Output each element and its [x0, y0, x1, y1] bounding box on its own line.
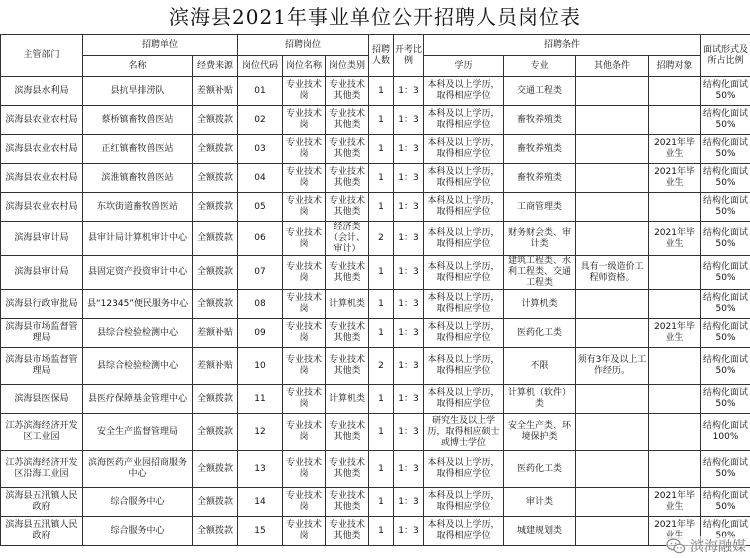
table-row: [1, 385, 750, 414]
unit-name-cell: 综合服务中心: [83, 488, 193, 517]
post-name-cell: 专业技术岗: [283, 222, 326, 256]
dept-cell: 滨海县行政审批局: [1, 290, 83, 319]
dept-cell: 江苏滨海经济开发区沿海工业园: [1, 451, 83, 488]
post-type-cell: 专业技术其他类: [326, 414, 369, 451]
post-type-cell: 专业技术其他类: [326, 256, 369, 290]
post-name-cell: 专业技术岗: [283, 414, 326, 451]
post-code-cell: 11: [238, 385, 283, 414]
other-cell: 须有3年及以上工作经历。: [576, 348, 649, 385]
ratio-cell: 1：3: [394, 222, 424, 256]
header-post-name: 岗位名称: [283, 56, 326, 77]
post-type-cell: 专业技术其他类: [326, 164, 369, 193]
header-dept: 主管部门: [1, 35, 83, 77]
exam-cell: 结构化面试50%: [701, 319, 750, 348]
exam-cell: 结构化面试50%: [701, 256, 750, 290]
major-cell: 医药化工类: [504, 451, 576, 488]
post-code-cell: 15: [238, 517, 283, 546]
edu-cell: 本科及以上学历，取得相应学位: [424, 319, 504, 348]
num-cell: 1: [369, 164, 394, 193]
header-num: 招聘人数: [369, 35, 394, 77]
post-code-cell: 13: [238, 451, 283, 488]
header-post-code: 岗位代码: [238, 56, 283, 77]
target-cell: [649, 256, 701, 290]
other-cell: [576, 193, 649, 222]
exam-cell: 结构化面试50%: [701, 222, 750, 256]
exam-cell: 结构化面试50%: [701, 290, 750, 319]
ratio-cell: 1：3: [394, 348, 424, 385]
post-name-cell: 专业技术岗: [283, 290, 326, 319]
post-type-cell: 计算机类: [326, 385, 369, 414]
funding-cell: 全额拨款: [193, 164, 238, 193]
unit-name-cell: 县审计局计算机审计中心: [83, 222, 193, 256]
other-cell: [576, 488, 649, 517]
funding-cell: 全额拨款: [193, 414, 238, 451]
unit-name-cell: 滨淮镇畜牧兽医站: [83, 164, 193, 193]
header-other: 其他条件: [576, 56, 649, 77]
page-title: 滨海县2021年事业单位公开招聘人员岗位表: [169, 5, 581, 29]
other-cell: [576, 164, 649, 193]
other-cell: [576, 290, 649, 319]
dept-cell: 滨海县水利局: [1, 77, 83, 106]
other-cell: [576, 319, 649, 348]
major-cell: 建筑工程类、水利工程类、交通工程类: [504, 256, 576, 290]
post-code-cell: 14: [238, 488, 283, 517]
other-cell: [576, 222, 649, 256]
funding-cell: 全额拨款: [193, 222, 238, 256]
header-edu: 学历: [424, 56, 504, 77]
post-name-cell: 专业技术岗: [283, 348, 326, 385]
post-name-cell: 专业技术岗: [283, 488, 326, 517]
table-row: [1, 348, 750, 385]
table-row: [1, 256, 750, 290]
watermark-text: 滨海融媒: [690, 539, 746, 555]
exam-cell: 结构化面试100%: [701, 414, 750, 451]
edu-cell: 本科及以上学历，取得相应学位: [424, 290, 504, 319]
num-cell: 1: [369, 290, 394, 319]
num-cell: 1: [369, 193, 394, 222]
num-cell: 2: [369, 348, 394, 385]
major-cell: 畜牧养殖类: [504, 135, 576, 164]
target-cell: [649, 77, 701, 106]
ratio-cell: 1：3: [394, 451, 424, 488]
dept-cell: 滨海县五汛镇人民政府: [1, 517, 83, 546]
post-name-cell: 专业技术岗: [283, 77, 326, 106]
post-type-cell: 专业技术其他类: [326, 135, 369, 164]
other-cell: 具有一级造价工程师资格。: [576, 256, 649, 290]
funding-cell: 差额补贴: [193, 77, 238, 106]
funding-cell: 全额拨款: [193, 290, 238, 319]
major-cell: 财务财会类、审计类: [504, 222, 576, 256]
table-row: [1, 290, 750, 319]
edu-cell: 本科及以上学历，取得相应学位: [424, 106, 504, 135]
exam-cell: 结构化面试50%: [701, 77, 750, 106]
exam-cell: 结构化面试50%: [701, 193, 750, 222]
post-type-cell: 专业技术其他类: [326, 106, 369, 135]
ratio-cell: 1：3: [394, 193, 424, 222]
funding-cell: 全额拨款: [193, 106, 238, 135]
post-code-cell: 03: [238, 135, 283, 164]
major-cell: 不限: [504, 348, 576, 385]
num-cell: 1: [369, 385, 394, 414]
funding-cell: 全额拨款: [193, 135, 238, 164]
ratio-cell: 1：3: [394, 290, 424, 319]
unit-name-cell: 正红镇畜牧兽医站: [83, 135, 193, 164]
unit-name-cell: 县“12345”便民服务中心: [83, 290, 193, 319]
table-row: [1, 319, 750, 348]
major-cell: 工商管理类: [504, 193, 576, 222]
dept-cell: 滨海县审计局: [1, 222, 83, 256]
post-type-cell: 经济类（会计、审计）: [326, 222, 369, 256]
table-row: [1, 222, 750, 256]
ratio-cell: 1：3: [394, 164, 424, 193]
num-cell: 1: [369, 256, 394, 290]
edu-cell: 本科及以上学历，取得相应学位: [424, 385, 504, 414]
post-code-cell: 09: [238, 319, 283, 348]
other-cell: [576, 451, 649, 488]
funding-cell: 全额拨款: [193, 256, 238, 290]
post-type-cell: 专业技术其他类: [326, 488, 369, 517]
post-code-cell: 02: [238, 106, 283, 135]
table-row: [1, 164, 750, 193]
dept-cell: 滨海县审计局: [1, 256, 83, 290]
dept-cell: 滨海县农业农村局: [1, 193, 83, 222]
ratio-cell: 1：3: [394, 488, 424, 517]
edu-cell: 本科及以上学历，取得相应学位: [424, 193, 504, 222]
header-unit-funding: 经费来源: [193, 56, 238, 77]
post-type-cell: 专业技术其他类: [326, 517, 369, 546]
funding-cell: 全额拨款: [193, 517, 238, 546]
num-cell: 1: [369, 319, 394, 348]
ratio-cell: 1：3: [394, 256, 424, 290]
unit-name-cell: 县综合检验检测中心: [83, 319, 193, 348]
table-row: [1, 488, 750, 517]
dept-cell: 滨海县市场监督管理局: [1, 319, 83, 348]
num-cell: 1: [369, 488, 394, 517]
edu-cell: 研究生及以上学历，取得相应硕士或博士学位: [424, 414, 504, 451]
post-name-cell: 专业技术岗: [283, 164, 326, 193]
watermark: [666, 536, 746, 556]
exam-cell: 结构化面试50%: [701, 135, 750, 164]
ratio-cell: 1：3: [394, 319, 424, 348]
ratio-cell: 1：3: [394, 414, 424, 451]
post-name-cell: 专业技术岗: [283, 193, 326, 222]
other-cell: [576, 135, 649, 164]
target-cell: [649, 193, 701, 222]
other-cell: [576, 106, 649, 135]
unit-name-cell: 县抗旱排涝队: [83, 77, 193, 106]
exam-cell: 结构化面试50%: [701, 348, 750, 385]
post-type-cell: 专业技术其他类: [326, 451, 369, 488]
major-cell: 审计类: [504, 488, 576, 517]
post-type-cell: 专业技术其他类: [326, 348, 369, 385]
target-cell: 2021年毕业生: [649, 222, 701, 256]
post-name-cell: 专业技术岗: [283, 385, 326, 414]
header-post: 招聘岗位: [238, 35, 369, 56]
target-cell: [649, 348, 701, 385]
num-cell: 1: [369, 106, 394, 135]
major-cell: 医药化工类: [504, 319, 576, 348]
other-cell: [576, 77, 649, 106]
target-cell: 2021年毕业生: [649, 135, 701, 164]
header-target: 招聘对象: [649, 56, 701, 77]
header-post-type: 岗位类别: [326, 56, 369, 77]
edu-cell: 本科及以上学历，取得相应学位: [424, 488, 504, 517]
exam-cell: 结构化面试50%: [701, 164, 750, 193]
exam-cell: 结构化面试50%: [701, 488, 750, 517]
post-type-cell: 专业技术其他类: [326, 193, 369, 222]
post-code-cell: 10: [238, 348, 283, 385]
other-cell: [576, 414, 649, 451]
num-cell: 2: [369, 222, 394, 256]
major-cell: 计算机类: [504, 290, 576, 319]
unit-name-cell: 综合服务中心: [83, 517, 193, 546]
target-cell: [649, 385, 701, 414]
exam-cell: 结构化面试50%: [701, 106, 750, 135]
unit-name-cell: 县医疗保障基金管理中心: [83, 385, 193, 414]
header-exam: 面试形式及所占比例: [701, 35, 750, 77]
edu-cell: 本科及以上学历，取得相应学位: [424, 451, 504, 488]
dept-cell: 滨海县农业农村局: [1, 164, 83, 193]
header-unit: 招聘单位: [83, 35, 238, 56]
edu-cell: 本科及以上学历，取得相应学位: [424, 348, 504, 385]
post-code-cell: 04: [238, 164, 283, 193]
unit-name-cell: 县固定资产投资审计中心: [83, 256, 193, 290]
dept-cell: 滨海县医保局: [1, 385, 83, 414]
target-cell: [649, 290, 701, 319]
table-row: [1, 106, 750, 135]
unit-name-cell: 滨海医药产业园招商服务中心: [83, 451, 193, 488]
other-cell: [576, 385, 649, 414]
exam-cell: 结构化面试: [701, 517, 750, 546]
table-row: [1, 517, 750, 546]
major-cell: 交通工程类: [504, 77, 576, 106]
post-type-cell: 专业技术其他类: [326, 77, 369, 106]
post-name-cell: 专业技术岗: [283, 319, 326, 348]
target-cell: 2021年毕业生: [649, 164, 701, 193]
wechat-icon: [666, 537, 686, 555]
post-name-cell: 专业技术岗: [283, 451, 326, 488]
funding-cell: 全额拨款: [193, 385, 238, 414]
target-cell: 2021年毕: [649, 517, 701, 546]
dept-cell: 滨海县市场监督管理局: [1, 348, 83, 385]
header-major: 专业: [504, 56, 576, 77]
target-cell: [649, 414, 701, 451]
header-conditions: 招聘条件: [424, 35, 701, 56]
major-cell: 城建规划类: [504, 517, 576, 546]
exam-cell: 结构化面试50%: [701, 385, 750, 414]
table-row: [1, 135, 750, 164]
num-cell: 1: [369, 77, 394, 106]
post-code-cell: 07: [238, 256, 283, 290]
post-name-cell: 专业技术岗: [283, 517, 326, 546]
table-body: [1, 77, 750, 546]
funding-cell: 全额拨款: [193, 488, 238, 517]
post-type-cell: 计算机类: [326, 290, 369, 319]
other-cell: [576, 517, 649, 546]
num-cell: 1: [369, 414, 394, 451]
major-cell: 安全生产类、环境保护类: [504, 414, 576, 451]
target-cell: [649, 451, 701, 488]
target-cell: 2021年毕业生: [649, 319, 701, 348]
post-type-cell: 专业技术其他类: [326, 319, 369, 348]
funding-cell: 差额补贴: [193, 348, 238, 385]
post-code-cell: 05: [238, 193, 283, 222]
edu-cell: 本科及以上学历，取得相应学位: [424, 256, 504, 290]
target-cell: 2021年毕业生: [649, 488, 701, 517]
funding-cell: 差额补贴: [193, 319, 238, 348]
ratio-cell: 1：3: [394, 385, 424, 414]
unit-name-cell: 东坎街道畜牧兽医站: [83, 193, 193, 222]
edu-cell: 本科及以上学历，取得相应学位: [424, 164, 504, 193]
table-row: [1, 414, 750, 451]
edu-cell: 本科及以上学历，取得相应学位: [424, 77, 504, 106]
post-name-cell: 专业技术岗: [283, 135, 326, 164]
edu-cell: 本科及以上学历，取得相应学位: [424, 517, 504, 546]
num-cell: 1: [369, 517, 394, 546]
recruitment-table: [0, 34, 750, 546]
table-row: [1, 451, 750, 488]
edu-cell: 本科及以上学历，取得相应学位: [424, 222, 504, 256]
ratio-cell: 1：3: [394, 106, 424, 135]
target-cell: [649, 106, 701, 135]
ratio-cell: 1：3: [394, 517, 424, 546]
major-cell: 计算机（软件）类: [504, 385, 576, 414]
post-code-cell: 08: [238, 290, 283, 319]
num-cell: 1: [369, 451, 394, 488]
post-code-cell: 06: [238, 222, 283, 256]
table-row: [1, 193, 750, 222]
table-row: [1, 77, 750, 106]
ratio-cell: 1：3: [394, 135, 424, 164]
unit-name-cell: 蔡桥镇畜牧兽医站: [83, 106, 193, 135]
post-code-cell: 01: [238, 77, 283, 106]
dept-cell: 江苏滨海经济开发区工业园: [1, 414, 83, 451]
unit-name-cell: 安全生产监督管理局: [83, 414, 193, 451]
post-code-cell: 12: [238, 414, 283, 451]
header-unit-name: 名称: [83, 56, 193, 77]
dept-cell: 滨海县五汛镇人民政府: [1, 488, 83, 517]
exam-cell: 结构化面试50%: [701, 451, 750, 488]
major-cell: 畜牧养殖类: [504, 106, 576, 135]
funding-cell: 全额拨款: [193, 193, 238, 222]
post-name-cell: 专业技术岗: [283, 256, 326, 290]
unit-name-cell: 县综合检验检测中心: [83, 348, 193, 385]
header-ratio: 开考比例: [394, 35, 424, 77]
ratio-cell: 1：3: [394, 77, 424, 106]
num-cell: 1: [369, 135, 394, 164]
post-name-cell: 专业技术岗: [283, 106, 326, 135]
dept-cell: 滨海县农业农村局: [1, 135, 83, 164]
edu-cell: 本科及以上学历，取得相应学位: [424, 135, 504, 164]
dept-cell: 滨海县农业农村局: [1, 106, 83, 135]
major-cell: 畜牧养殖类: [504, 164, 576, 193]
funding-cell: 全额拨款: [193, 451, 238, 488]
